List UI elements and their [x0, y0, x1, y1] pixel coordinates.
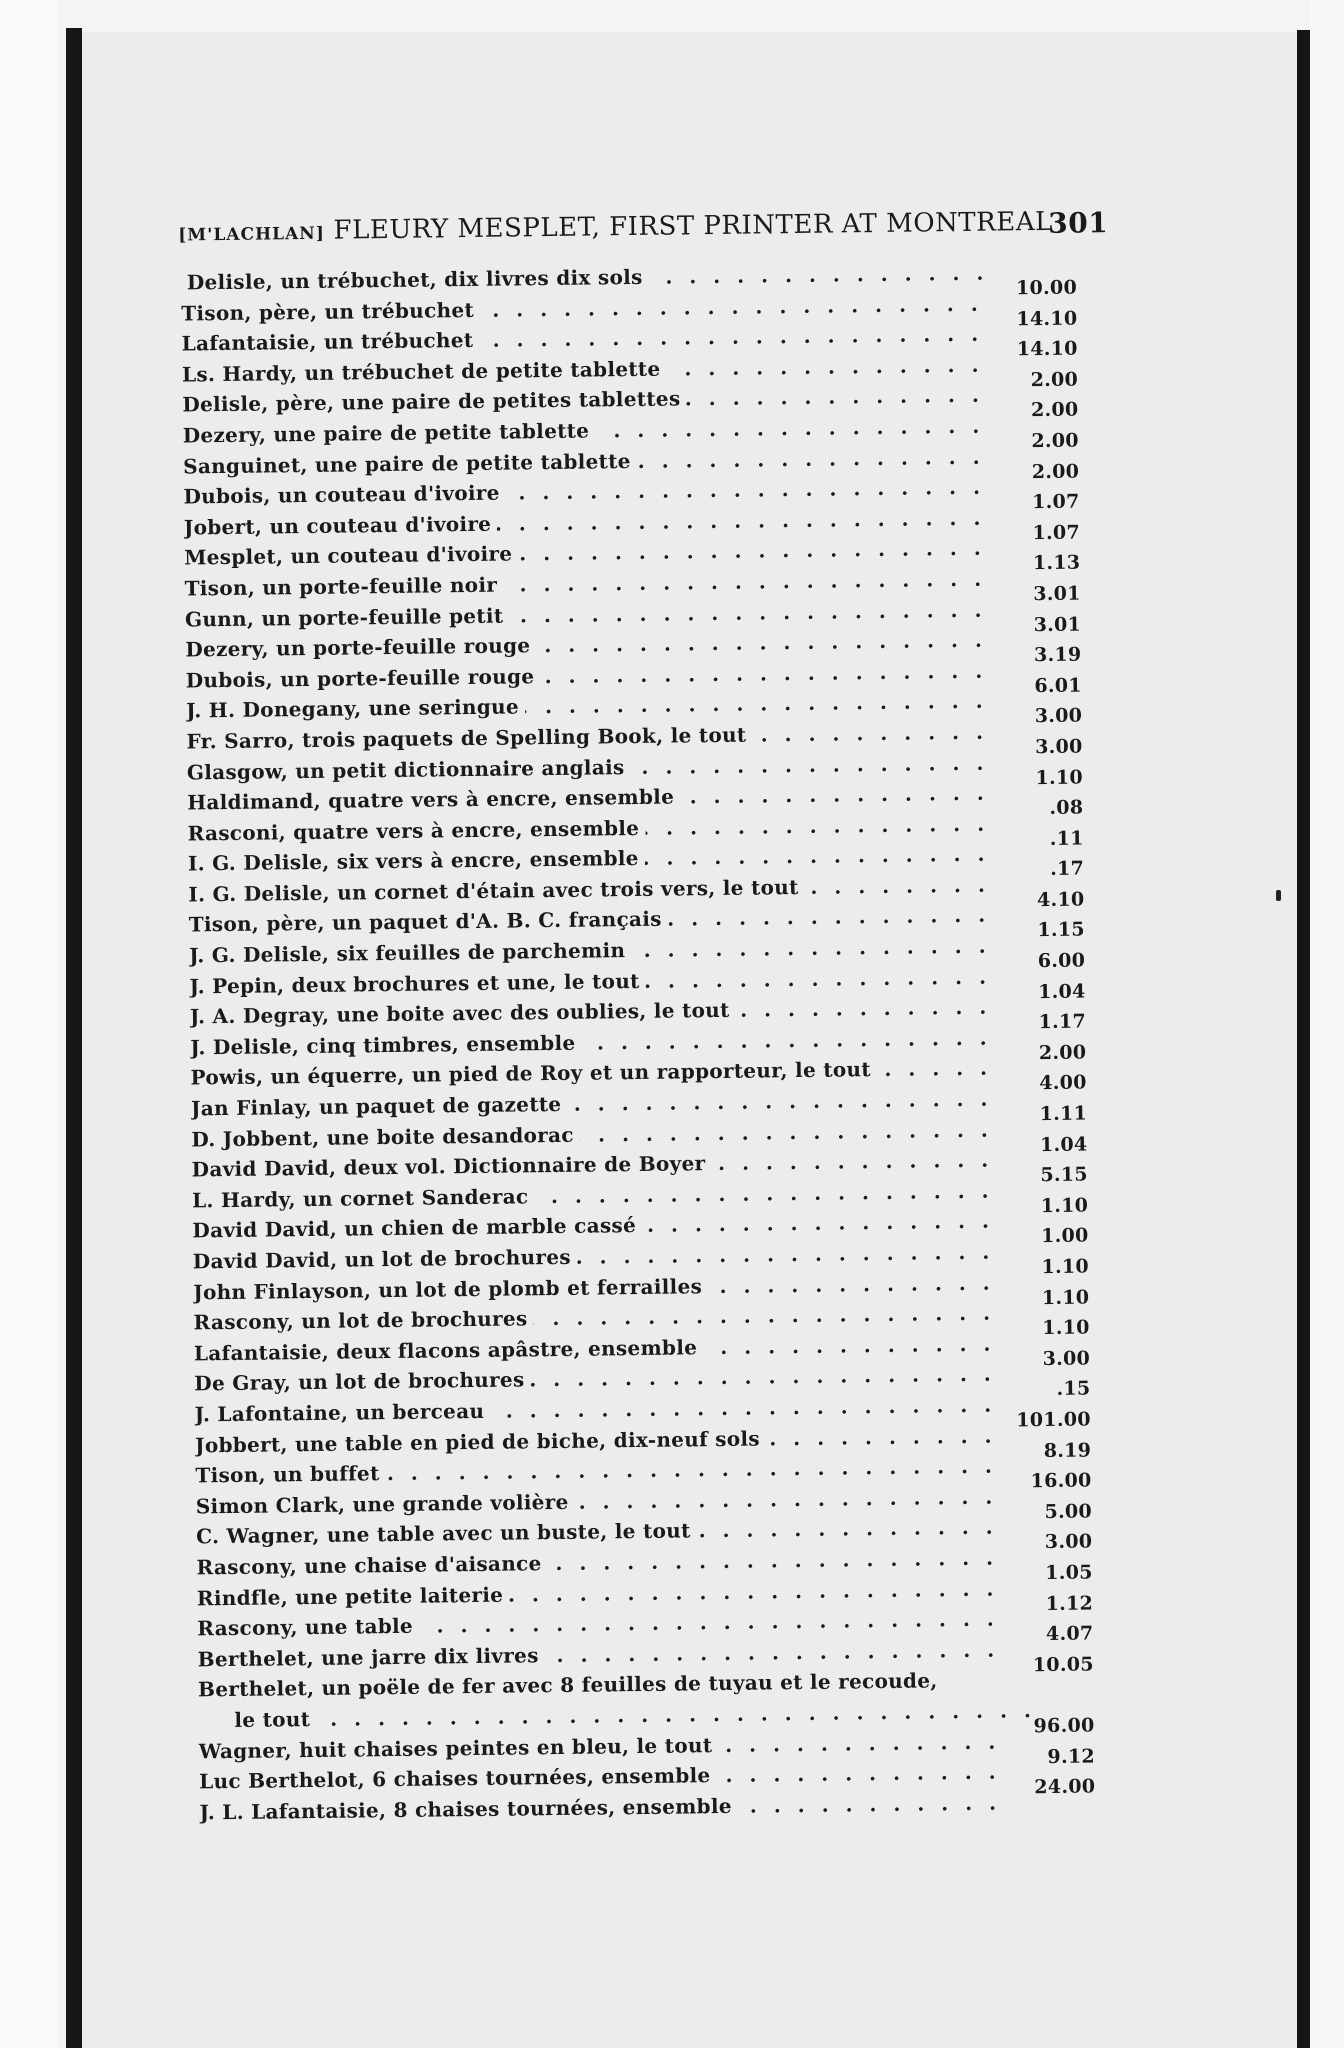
item-amount: 1.10	[1042, 1316, 1090, 1340]
item-text: Lafantaisie, un trébuchet	[181, 328, 479, 356]
item-amount: 1.10	[1041, 1255, 1090, 1279]
item-text: Jobbert, une table en pied de biche, dix-neuf sols	[195, 1426, 766, 1457]
item-text: Wagner, huit chaises peintes en bleu, le tout	[199, 1733, 719, 1763]
item-text: Berthelet, une jarre dix livres	[198, 1643, 545, 1671]
item-text: Haldimand, quatre vers à encre, ensemble	[187, 785, 680, 815]
item-amount: 2.00	[1031, 429, 1080, 453]
item-text: I. G. Delisle, six vers à encre, ensemble	[188, 846, 645, 876]
item-amount: 8.19	[1043, 1439, 1092, 1462]
item-amount: 14.10	[1016, 337, 1078, 361]
item-amount: 3.00	[1044, 1530, 1093, 1554]
facing-page-edge	[0, 0, 58, 2048]
item-text: Ls. Hardy, un trébuchet de petite tablette	[182, 356, 667, 386]
item-amount: 2.00	[1030, 398, 1079, 422]
item-amount: 1.07	[1032, 521, 1081, 544]
item-text: Dezery, une paire de petite tablette	[183, 418, 596, 447]
item-text: C. Wagner, une table avec un buste, le tout	[196, 1519, 697, 1549]
item-text: Lafantaisie, deux flacons apâstre, ensemble	[194, 1335, 703, 1365]
binding-shadow-right	[1297, 30, 1310, 2048]
item-text: Rindfle, une petite laiterie	[197, 1582, 509, 1610]
item-text: I. G. Delisle, un cornet d'étain avec trois vers, le tout	[188, 875, 804, 907]
item-text: Delisle, un trébuchet, dix livres dix sols	[187, 265, 649, 295]
item-text: le tout	[234, 1707, 316, 1732]
item-amount: 2.00	[1031, 460, 1080, 483]
item-amount: 1.17	[1038, 1010, 1087, 1034]
item-amount: 1.05	[1045, 1561, 1093, 1584]
item-text: J. Delisle, cinq timbres, ensemble	[190, 1031, 581, 1060]
item-text: J. A. Degray, une boite avec des oublies, le tout	[190, 998, 736, 1029]
item-text: Berthelet, un poële de fer avec 8 feuilles de tuyau et le recoude,	[198, 1669, 944, 1702]
item-amount: 4.10	[1036, 888, 1085, 911]
running-title	[178, 207, 1053, 248]
item-text: David David, deux vol. Dictionnaire de Boyer	[192, 1151, 712, 1181]
item-amount: 5.00	[1044, 1500, 1093, 1523]
item-amount: 1.13	[1032, 551, 1081, 575]
item-text: Gunn, un porte-feuille petit	[185, 603, 510, 631]
item-amount: 4.00	[1039, 1071, 1087, 1095]
item-text: Rascony, un lot de brochures	[193, 1306, 533, 1334]
item-amount: 2.00	[1030, 368, 1079, 391]
item-amount: 1.04	[1037, 980, 1086, 1003]
item-amount: 1.10	[1041, 1286, 1090, 1309]
item-amount: 3.19	[1033, 643, 1082, 667]
item-text: Rascony, une table	[197, 1614, 419, 1641]
item-text: Jobert, un couteau d'ivoire	[184, 511, 498, 539]
item-amount: 6.01	[1034, 674, 1083, 697]
item-text: Luc Berthelot, 6 chaises tournées, ensemble	[199, 1763, 717, 1793]
item-text: Fr. Sarro, trois paquets de Spelling Book, le tout	[186, 722, 752, 753]
item-text: Dezery, un porte-feuille rouge	[185, 633, 536, 661]
item-text: De Gray, un lot de brochures	[194, 1368, 530, 1396]
item-amount: 24.00	[1034, 1775, 1096, 1799]
scanner-margin	[1310, 0, 1344, 2048]
item-text: David David, un chien de marble cassé	[192, 1213, 642, 1242]
item-amount: 3.00	[1034, 704, 1083, 728]
item-amount: 3.00	[1042, 1347, 1091, 1370]
item-amount: .08	[1049, 796, 1084, 820]
page-content	[140, 198, 1120, 1828]
item-amount: 96.00	[1033, 1714, 1095, 1738]
item-amount: 1.11	[1039, 1102, 1088, 1126]
item-amount: 16.00	[1030, 1469, 1092, 1493]
item-amount: .15	[1056, 1377, 1091, 1401]
item-text: J. G. Delisle, six feuilles de parchemin	[189, 938, 631, 967]
item-text: D. Jobbent, une boite desandorac	[191, 1122, 580, 1151]
item-text: Delisle, père, une paire de petites tablettes	[182, 387, 686, 417]
item-text: J. L. Lafantaisie, 8 chaises tournées, ensemble	[199, 1794, 738, 1825]
author-tag: [M'LACHLAN]	[178, 223, 325, 246]
item-text: Rasconi, quatre vers à encre, ensemble	[187, 816, 645, 846]
item-amount: 1.12	[1045, 1591, 1094, 1615]
item-amount: 3.00	[1035, 735, 1083, 759]
item-amount: 9.12	[1047, 1744, 1096, 1768]
item-amount: 1.00	[1040, 1224, 1089, 1248]
item-amount: 6.00	[1037, 949, 1086, 973]
item-text: J. Lafontaine, un berceau	[195, 1399, 491, 1427]
item-amount: 2.00	[1038, 1041, 1087, 1064]
item-text: Jan Finlay, un paquet de gazette	[191, 1092, 568, 1121]
item-text: John Finlayson, un lot de plomb et ferrailles	[193, 1274, 708, 1304]
book-title: FLEURY MESPLET, FIRST PRINTER AT MONTREAL	[333, 206, 1053, 246]
item-text: Glasgow, un petit dictionnaire anglais	[187, 755, 631, 784]
ink-speck	[1276, 890, 1281, 901]
item-amount: 5.15	[1040, 1163, 1088, 1187]
inventory-list	[141, 256, 1120, 1828]
item-amount: 1.15	[1037, 918, 1086, 942]
item-amount: 1.04	[1039, 1133, 1088, 1156]
item-amount: 3.01	[1033, 613, 1082, 636]
item-text: J. Pepin, deux brochures et une, le tout	[189, 969, 645, 999]
item-text: Dubois, un porte-feuille rouge	[186, 664, 541, 692]
item-text: Tison, un buffet	[195, 1461, 385, 1487]
item-text: David David, un lot de brochures	[193, 1245, 577, 1274]
item-text: Mesplet, un couteau d'ivoire	[184, 542, 518, 570]
item-text: Rascony, une chaise d'aisance	[196, 1551, 547, 1579]
item-text: Dubois, un couteau d'ivoire	[183, 481, 505, 509]
item-text: Simon Clark, une grande volière	[196, 1490, 575, 1519]
item-text: J. H. Donegany, une seringue	[186, 695, 525, 723]
item-amount: 3.01	[1033, 582, 1081, 606]
item-amount: .17	[1050, 857, 1085, 881]
page-number: 301	[1048, 206, 1109, 240]
item-text: L. Hardy, un cornet Sanderac	[192, 1184, 535, 1212]
item-text: Tison, père, un trébuchet	[181, 297, 480, 325]
item-amount: 4.07	[1045, 1622, 1094, 1646]
item-amount: 1.10	[1040, 1194, 1089, 1217]
item-amount: 10.00	[1015, 276, 1078, 300]
item-amount: 1.07	[1032, 490, 1080, 514]
item-text: Sanguinet, une paire de petite tablette	[183, 449, 637, 479]
item-amount: 14.10	[1016, 307, 1078, 330]
item-text: Powis, un équerre, un pied de Roy et un rapporteur, le tout	[190, 1058, 877, 1090]
item-amount: 1.10	[1035, 766, 1084, 789]
item-text: Tison, père, un paquet d'A. B. C. français	[189, 907, 668, 937]
item-amount: 101.00	[1016, 1408, 1091, 1432]
item-amount: 10.05	[1032, 1653, 1094, 1676]
binding-shadow-left	[66, 28, 82, 2048]
item-text: Tison, un porte-feuille noir	[184, 573, 503, 601]
item-amount: .11	[1049, 827, 1084, 850]
